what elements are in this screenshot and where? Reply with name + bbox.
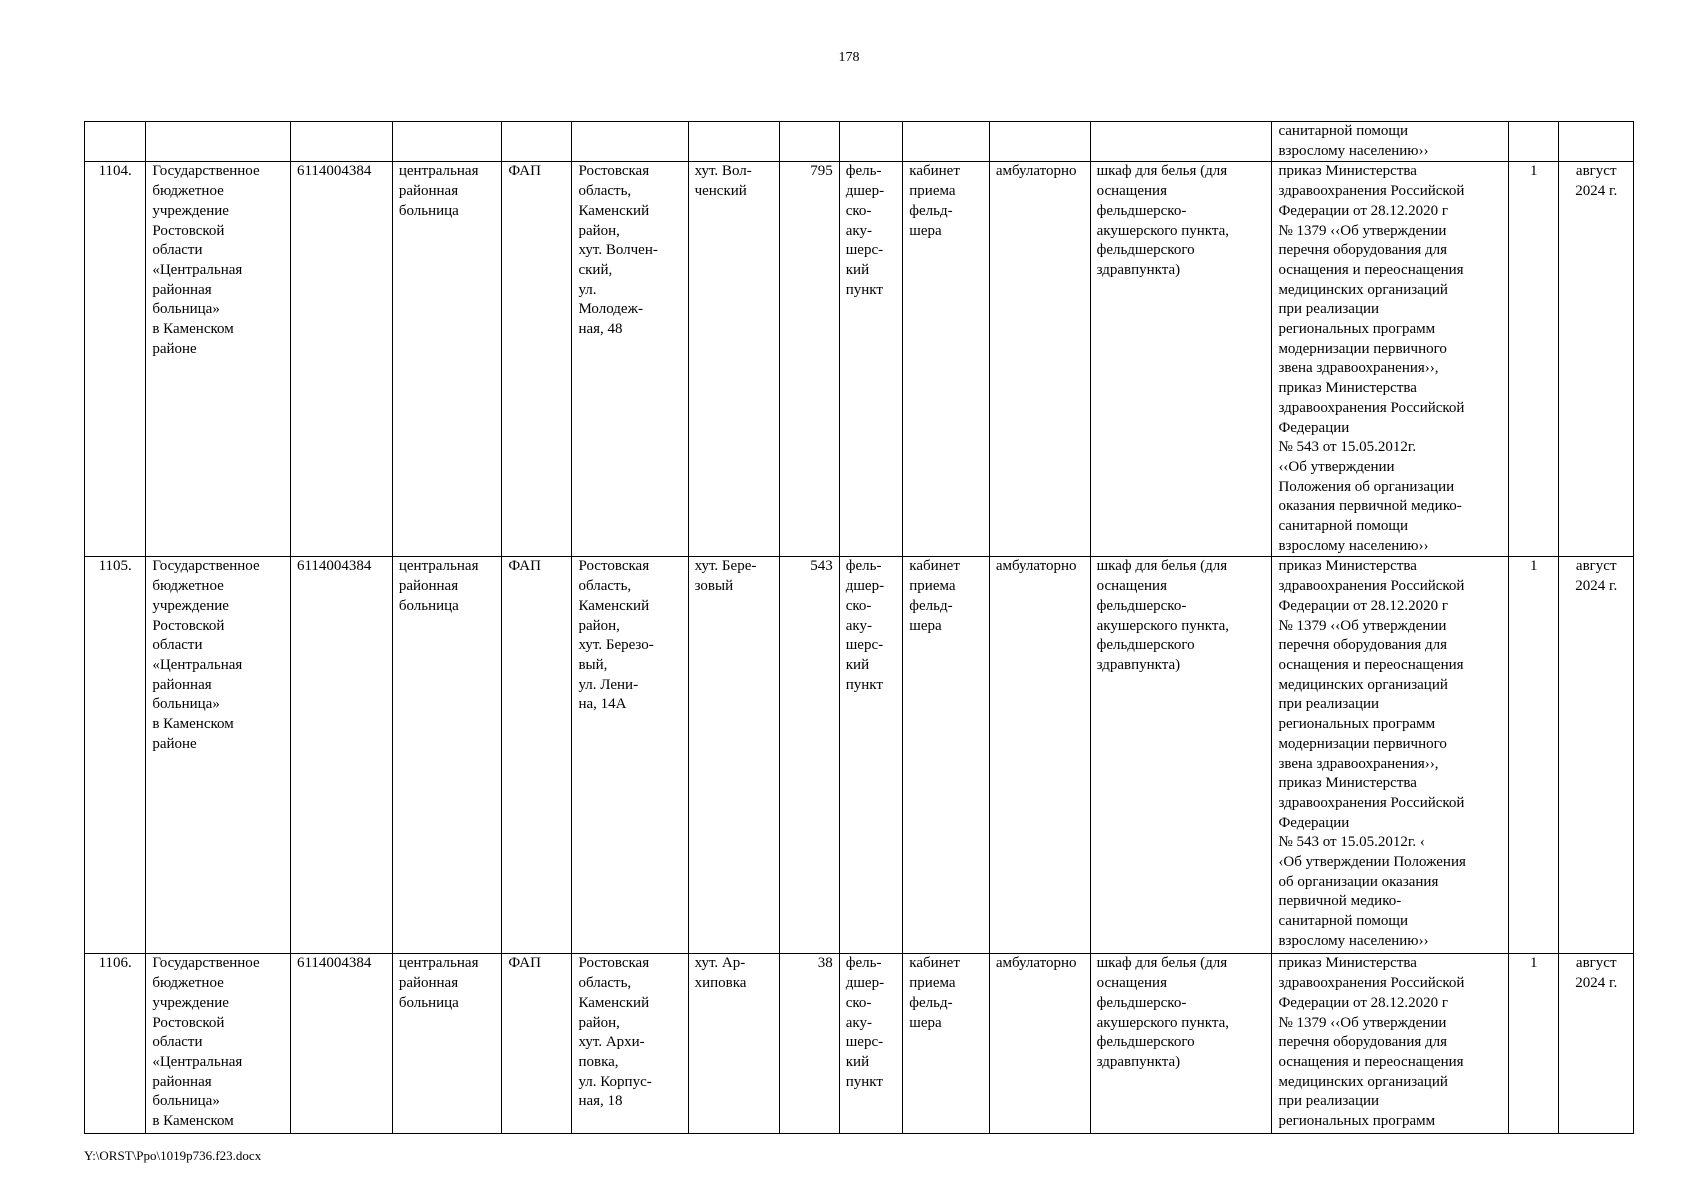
footer-file-path: Y:\ORST\Ppo\1019p736.f23.docx (84, 1148, 262, 1163)
equipment-table (84, 121, 1634, 1134)
cell-org-type: центральная районная больница (392, 557, 502, 954)
table-row (85, 954, 1634, 1134)
cell-unit: ФАП (502, 162, 572, 557)
cell-mode: амбулаторно (989, 162, 1090, 557)
cell-legal-basis: санитарной помощи взрослому населению›› (1272, 122, 1509, 162)
cell-room: кабинет приема фельд- шера (903, 954, 990, 1134)
cell-room: кабинет приема фельд- шера (903, 557, 990, 954)
cell-organization: Государственное бюджетное учреждение Ростовской области «Центральная районная больница» в Каменском районе (146, 162, 291, 557)
cell-room: кабинет приема фельд- шера (903, 162, 990, 557)
cell-facility: фель- дшер- ско- аку- шерс- кий пункт (839, 954, 903, 1134)
cell-equipment: шкаф для белья (для оснащения фельдшерско- акушерского пункта, фельдшерского здравпункта) (1090, 557, 1272, 954)
cell-mode: амбулаторно (989, 557, 1090, 954)
cell-org-type: центральная районная больница (392, 162, 502, 557)
cell-unit: ФАП (502, 954, 572, 1134)
cell-address: Ростовская область, Каменский район, хут. Березо- вый, ул. Лени- на, 14А (572, 557, 688, 954)
cell-quantity: 1 (1509, 557, 1559, 954)
cell-address: Ростовская область, Каменский район, хут. Архи- повка, ул. Корпус- ная, 18 (572, 954, 688, 1134)
cell-facility: фель- дшер- ско- аку- шерс- кий пункт (839, 557, 903, 954)
cell-org-type: центральная районная больница (392, 954, 502, 1134)
cell-equipment: шкаф для белья (для оснащения фельдшерско- акушерского пункта, фельдшерского здравпункта) (1090, 954, 1272, 1134)
table-row (85, 557, 1634, 954)
cell-locality: хут. Ар- хиповка (688, 954, 779, 1134)
cell-number: 1105. (85, 557, 146, 954)
cell-legal-basis: приказ Министерства здравоохранения Российской Федерации от 28.12.2020 г № 1379 ‹‹Об утверждении перечня оборудования для оснащения и переоснащения медицинских организаций при реализации региональных программ модернизации первичного звена здравоохранения››, приказ Министерства здравоохранения Российской Федерации № 543 от 15.05.2012г. ‹ ‹Об утверждении Положения об организации оказания первичной медико- санитарной помощи взрослому населению›› (1272, 557, 1509, 954)
cell-unit: ФАП (502, 557, 572, 954)
cell-locality: хут. Бере- зовый (688, 557, 779, 954)
cell-address: Ростовская область, Каменский район, хут. Волчен- ский, ул. Молодеж- ная, 48 (572, 162, 688, 557)
page-number: 178 (838, 50, 860, 65)
cell-legal-basis: приказ Министерства здравоохранения Российской Федерации от 28.12.2020 г № 1379 ‹‹Об утверждении перечня оборудования для оснащения и переоснащения медицинских организаций при реализации региональных программ (1272, 954, 1509, 1134)
cell-number: 1104. (85, 162, 146, 557)
cell-mode: амбулаторно (989, 954, 1090, 1134)
cell-locality: хут. Вол- ченский (688, 162, 779, 557)
cell-organization: Государственное бюджетное учреждение Ростовской области «Центральная районная больница» в Каменском районе (146, 557, 291, 954)
cell-population: 795 (779, 162, 839, 557)
table-row-continuation (85, 122, 1634, 162)
cell-number: 1106. (85, 954, 146, 1134)
cell-equipment: шкаф для белья (для оснащения фельдшерско- акушерского пункта, фельдшерского здравпункта) (1090, 162, 1272, 557)
cell-date: август 2024 г. (1559, 557, 1634, 954)
cell-facility: фель- дшер- ско- аку- шерс- кий пункт (839, 162, 903, 557)
cell-date: август 2024 г. (1559, 162, 1634, 557)
cell-organization: Государственное бюджетное учреждение Ростовской области «Центральная районная больница» в Каменском (146, 954, 291, 1134)
table-row (85, 162, 1634, 557)
cell-population: 38 (779, 954, 839, 1134)
cell-inn: 6114004384 (290, 557, 392, 954)
cell-quantity: 1 (1509, 954, 1559, 1134)
cell-inn: 6114004384 (290, 162, 392, 557)
cell-date: август 2024 г. (1559, 954, 1634, 1134)
cell-population: 543 (779, 557, 839, 954)
cell-quantity: 1 (1509, 162, 1559, 557)
cell-inn: 6114004384 (290, 954, 392, 1134)
cell-legal-basis: приказ Министерства здравоохранения Российской Федерации от 28.12.2020 г № 1379 ‹‹Об утверждении перечня оборудования для оснащения и переоснащения медицинских организаций при реализации региональных программ модернизации первичного звена здравоохранения››, приказ Министерства здравоохранения Российской Федерации № 543 от 15.05.2012г. ‹‹Об утверждении Положения об организации оказания первичной медико- санитарной помощи взрослому населению›› (1272, 162, 1509, 557)
